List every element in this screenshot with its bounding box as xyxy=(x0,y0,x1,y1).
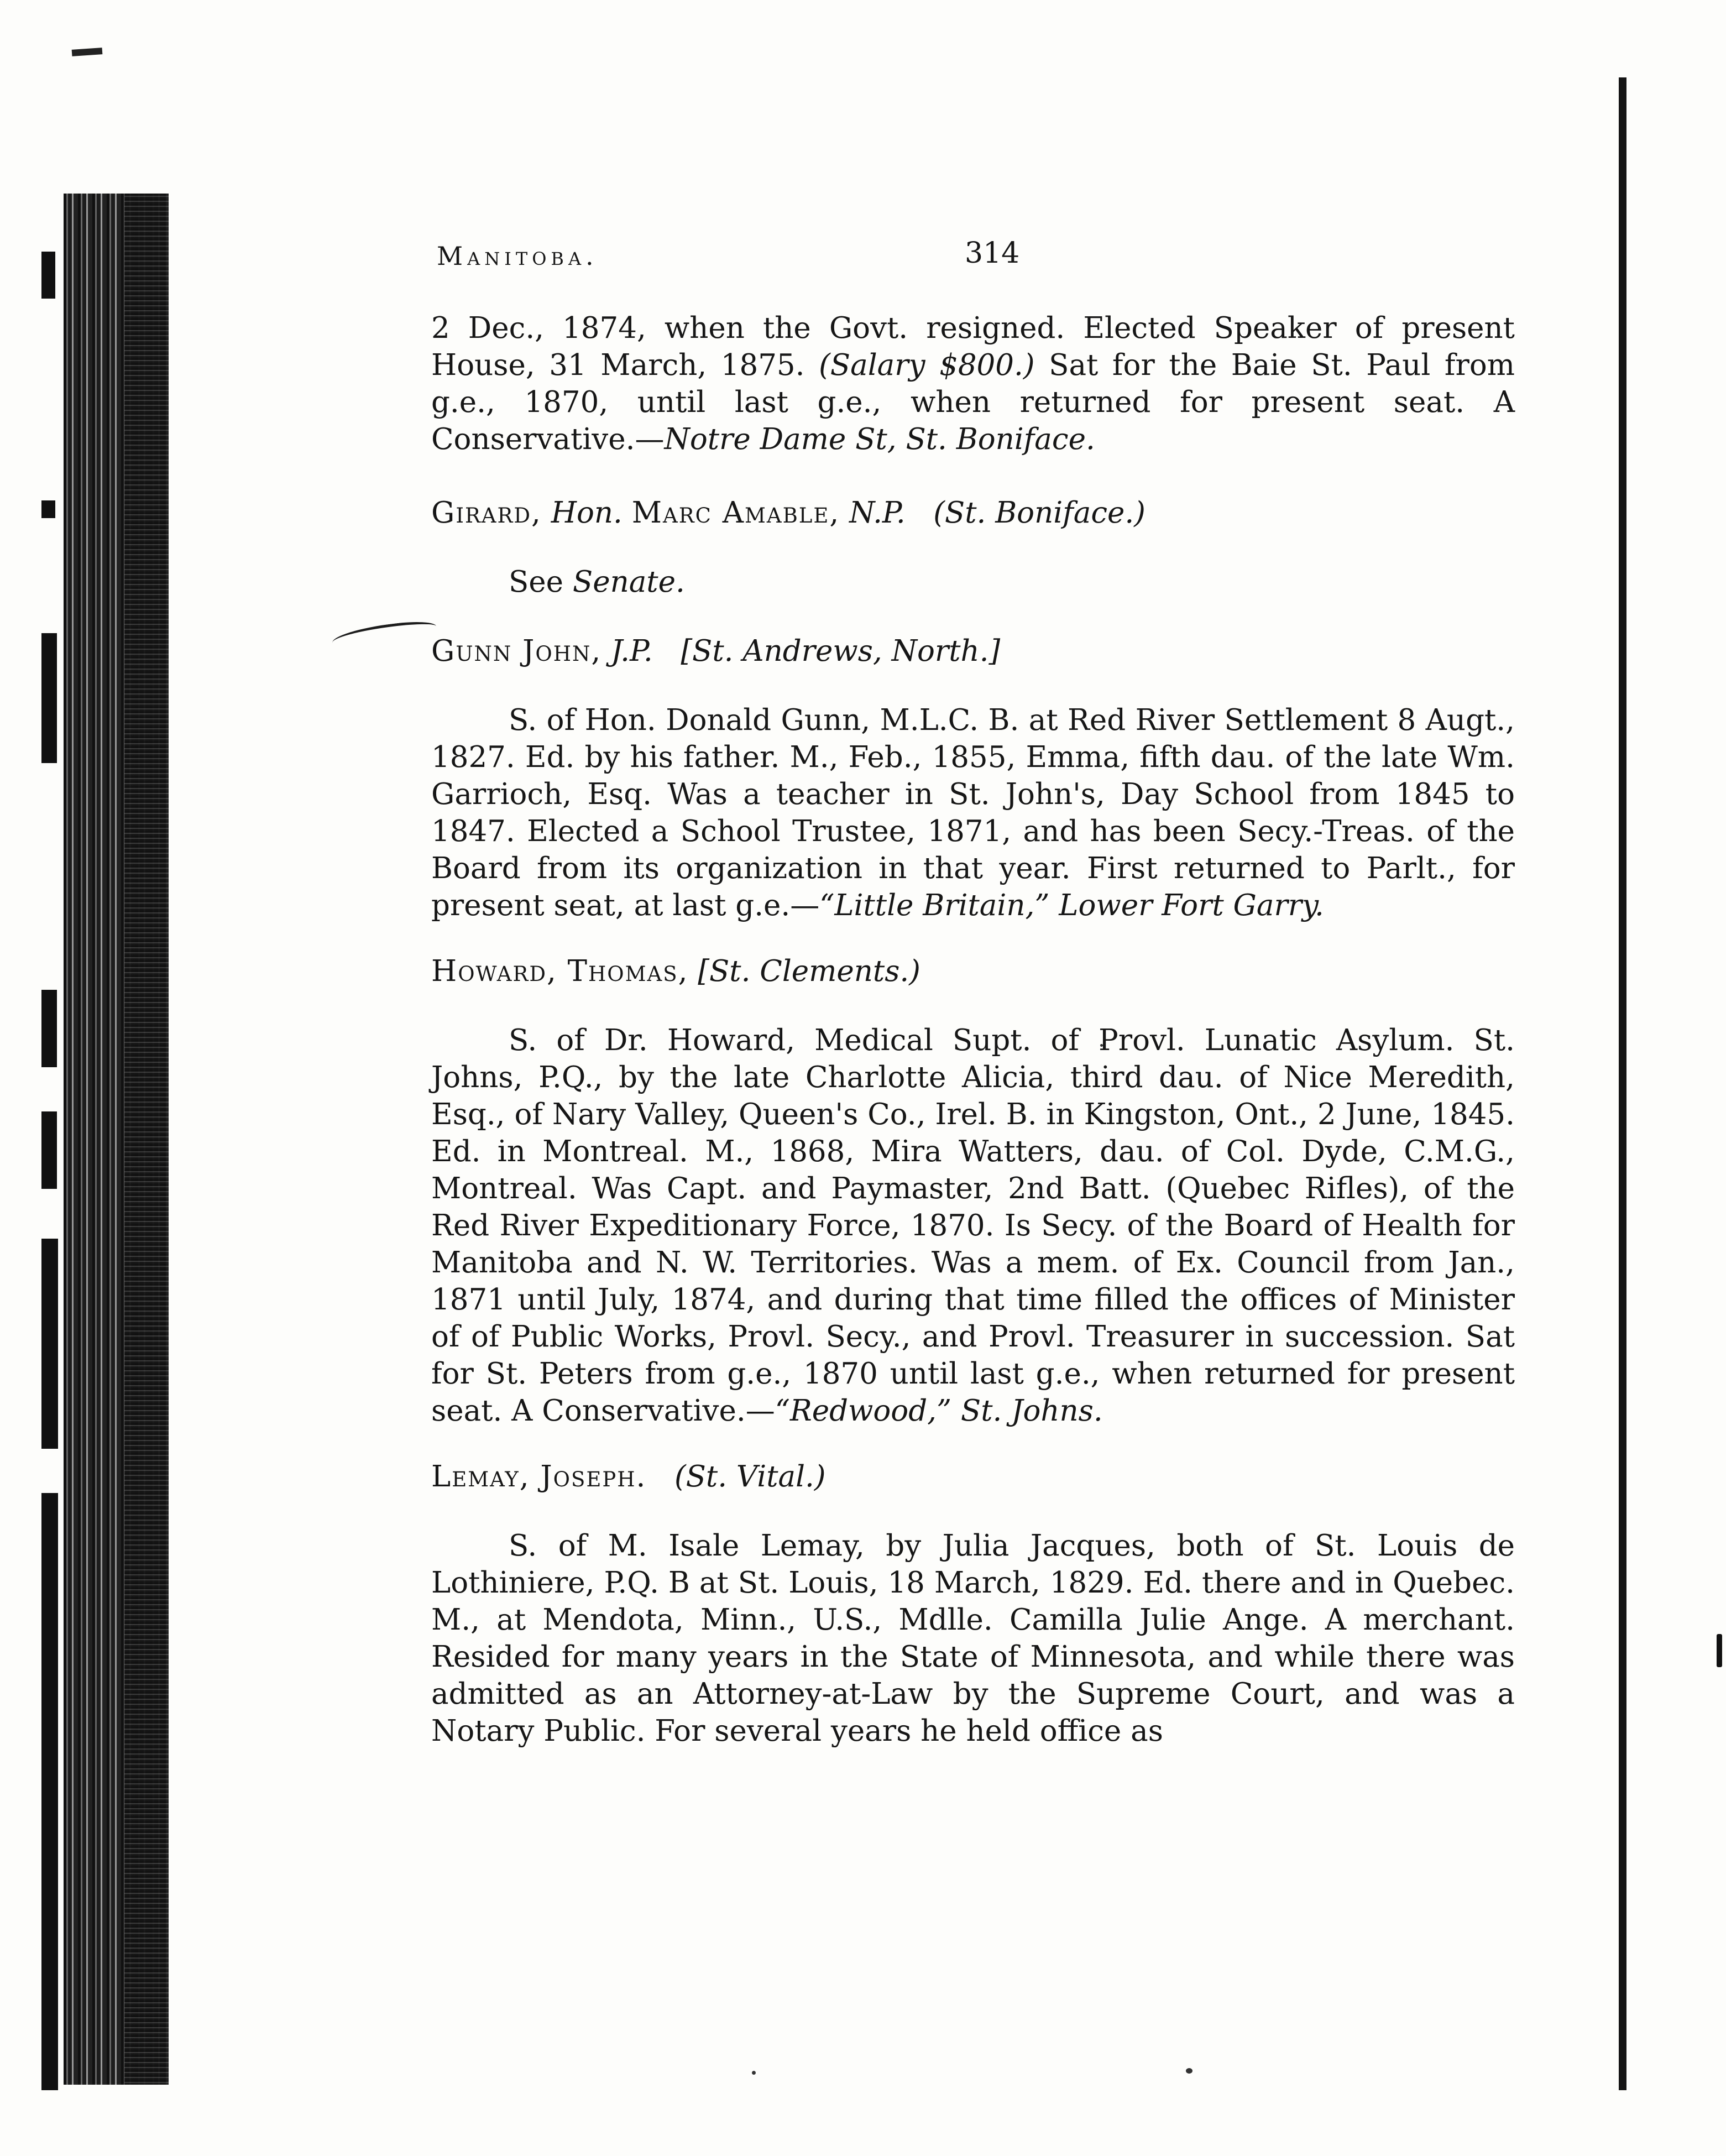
running-head: Manitoba. xyxy=(437,241,598,271)
entry-heading-howard xyxy=(431,953,1515,990)
cross-reference xyxy=(431,563,1515,601)
salary-note: (Salary $800.) xyxy=(819,348,1035,382)
address: Notre Dame St, St. Boniface. xyxy=(664,422,1095,456)
member-name: Girard, xyxy=(431,496,542,530)
entry-heading-girard xyxy=(431,494,1515,531)
address: “Redwood,” St. Johns. xyxy=(775,1394,1103,1428)
see-reference: Senate. xyxy=(572,565,685,599)
member-name: Gunn John, xyxy=(431,634,602,668)
continuation-text: 2 Dec., 1874, when the Govt. resigned. Elected Speaker of present House, 31 March, 1875. xyxy=(431,311,1515,382)
member-honorific: Hon. xyxy=(541,496,632,530)
scan-speck xyxy=(752,2071,756,2075)
scan-edge-strip-inner xyxy=(124,194,169,2085)
continuation-paragraph xyxy=(431,310,1515,458)
riding: [St. Andrews, North.] xyxy=(681,634,1001,668)
biography-lemay xyxy=(431,1527,1515,1750)
member-title: N.P. xyxy=(840,496,906,530)
margin-pen-stroke xyxy=(331,619,438,651)
address: “Little Britain,” Lower Fort Garry. xyxy=(819,889,1324,922)
member-title: J.P. xyxy=(602,634,653,668)
scan-right-edge xyxy=(1619,77,1626,2090)
scan-speck xyxy=(1717,1634,1722,1667)
member-given-name: Marc Amable, xyxy=(631,496,840,530)
member-name: Lemay, Joseph. xyxy=(431,1460,647,1494)
see-prefix: See xyxy=(509,565,573,599)
scan-marker xyxy=(41,1493,58,2090)
scan-mark-top xyxy=(72,48,103,56)
member-name: Howard, Thomas, xyxy=(431,954,689,988)
entry-heading-gunn xyxy=(431,633,1515,670)
page-number: 314 xyxy=(965,237,1020,270)
scan-marker xyxy=(41,1239,58,1449)
biography-text: S. of Dr. Howard, Medical Supt. of Provl. Lunatic Asylum. St. Johns, P.Q., by the late Charlotte Alicia, third dau. of Nice Meredith, Esq., of Nary Valley, Queen's Co., Irel. B. in Kingston, Ont., 2 June, 1845. Ed. in Montreal. M., 1868, Mira Watters, dau. of Col. Dyde, C.M.G., Montreal. Was Capt. and Paymaster, 2nd Batt. (Quebec Rifles), of the Red River Expeditionary Force, 1870. Is Secy. of the Board of Health for Manitoba and N. W. Territories. Was a mem. of Ex. Council from Jan., 1871 until July, 1874, and during that time filled the offices of Minister of of Public Works, Provl. Secy., and Provl. Treasurer in succession. Sat for St. Peters from g.e., 1870 until last g.e., when returned for present seat. A Conservative.— xyxy=(431,1024,1515,1428)
scan-marker xyxy=(41,500,55,518)
entry-heading-lemay xyxy=(431,1458,1515,1495)
scan-marker xyxy=(41,633,57,763)
scan-marker xyxy=(41,1111,57,1189)
scan-speck xyxy=(1186,2068,1192,2074)
biography-gunn xyxy=(431,702,1515,924)
page-header xyxy=(437,237,1377,275)
biography-howard xyxy=(431,1022,1515,1429)
scan-marker xyxy=(41,252,55,299)
riding: (St. Boniface.) xyxy=(933,496,1146,530)
riding: (St. Vital.) xyxy=(674,1460,826,1494)
biography-text: S. of Hon. Donald Gunn, M.L.C. B. at Red River Settlement 8 Augt., 1827. Ed. by his father. M., Feb., 1855, Emma, fifth dau. of the late Wm. Garrioch, Esq. Was a teacher in St. John's, Day School from 1845 to 1847. Elected a School Trustee, 1871, and has been Secy.-Treas. of the Board from its organization in that year. First returned to Parlt., for present seat, at last g.e.— xyxy=(431,703,1515,922)
page-body xyxy=(431,310,1515,1750)
continuation-text-2: Sat for the Baie St. Paul from g.e., 1870, until last g.e., when returned for present seat. A Conservative.— xyxy=(431,348,1515,456)
biography-text: S. of M. Isale Lemay, by Julia Jacques, both of St. Louis de Lothiniere, P.Q. B at St. Louis, 18 March, 1829. Ed. there and in Quebec. M., at Mendota, Minn., U.S., Mdlle. Camilla Julie Ange. A merchant. Resided for many years in the State of Minnesota, and while there was admitted as an Attorney-at-Law by the Supreme Court, and was a Notary Public. For several years he held office as xyxy=(431,1529,1515,1748)
scan-marker xyxy=(41,990,57,1067)
riding: [St. Clements.) xyxy=(698,954,920,988)
